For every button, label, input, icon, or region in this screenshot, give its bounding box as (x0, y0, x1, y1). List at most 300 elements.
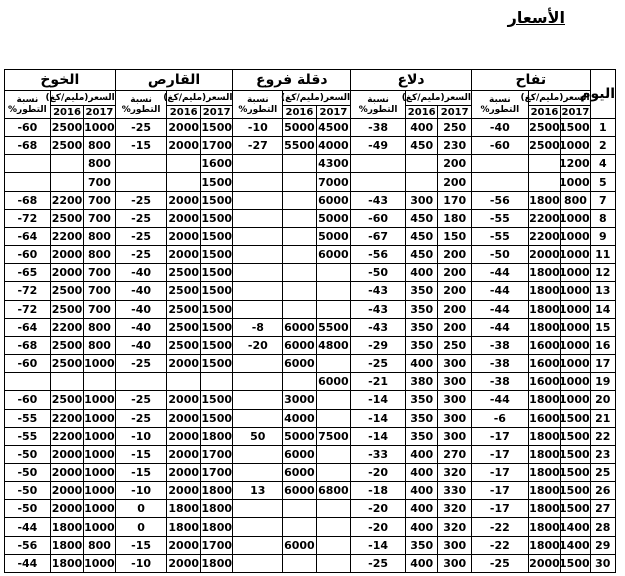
pct-change-apple: 22- (471, 536, 528, 554)
price-2017-apple: 800 (561, 191, 590, 209)
pct-change-apple: 17- (471, 463, 528, 481)
day-cell: 1 (590, 119, 615, 137)
pct-change-dates (233, 500, 283, 518)
price-2016-apple: 2000 (528, 246, 560, 264)
price-2017-dates (316, 500, 351, 518)
price-2016-lemon: 2500 (167, 282, 200, 300)
price-2017-peach: 1000 (84, 445, 115, 463)
table-row (5, 500, 616, 518)
pct-change-dates (233, 173, 283, 191)
price-2017-peach: 700 (84, 209, 115, 227)
pct-change-watermelon: 20- (351, 463, 406, 481)
price-2016-peach: 2000 (50, 482, 83, 500)
price-2017-apple: 1500 (561, 500, 590, 518)
pct-header-peach (5, 91, 51, 119)
price-2017-dates: 7500 (316, 427, 351, 445)
price-2017-dates: 4000 (316, 137, 351, 155)
price-2016-lemon: 2000 (167, 427, 200, 445)
fruit-header-watermelon: دلاع (351, 70, 472, 91)
price-2016-peach: 2500 (50, 355, 83, 373)
pct-change-apple: 38- (471, 355, 528, 373)
price-2017-watermelon: 200 (438, 173, 471, 191)
pct-change-peach: 44- (5, 518, 51, 536)
price-2016-watermelon: 350 (405, 409, 437, 427)
pct-change-lemon: 10- (115, 427, 167, 445)
day-cell: 29 (590, 536, 615, 554)
year-2016-header-apple: 2016 (528, 106, 560, 119)
price-2017-lemon: 1800 (200, 427, 232, 445)
price-2016-lemon: 2500 (167, 318, 200, 336)
pct-change-lemon: 40- (115, 264, 167, 282)
pct-change-apple: 55- (471, 209, 528, 227)
pct-change-apple: 38- (471, 336, 528, 354)
table-row (5, 536, 616, 554)
table-row (5, 227, 616, 245)
pct-change-apple: 60- (471, 137, 528, 155)
pct-change-peach: 68- (5, 137, 51, 155)
year-2017-header-lemon: 2017 (200, 106, 232, 119)
pct-change-peach: 55- (5, 409, 51, 427)
pct-change-apple: 50- (471, 246, 528, 264)
pct-change-watermelon: 29- (351, 336, 406, 354)
pct-change-apple: 38- (471, 373, 528, 391)
price-2017-peach: 1000 (84, 391, 115, 409)
price-2016-apple: 1800 (528, 391, 560, 409)
pct-header-line2: التطور% (238, 104, 278, 115)
pct-change-peach: 72- (5, 209, 51, 227)
pct-change-watermelon: 18- (351, 482, 406, 500)
price-2016-peach (50, 155, 83, 173)
price-2017-peach: 700 (84, 282, 115, 300)
pct-change-lemon (115, 155, 167, 173)
fruit-header-apple: تفاح (471, 70, 590, 91)
price-2017-apple: 1000 (561, 391, 590, 409)
price-2017-lemon: 1800 (200, 518, 232, 536)
pct-change-watermelon: 25- (351, 355, 406, 373)
price-2016-dates (283, 282, 316, 300)
pct-change-lemon: 15- (115, 445, 167, 463)
price-2016-lemon: 2000 (167, 554, 200, 572)
pct-change-peach (5, 173, 51, 191)
table-row (5, 119, 616, 137)
price-2017-apple: 1400 (561, 536, 590, 554)
price-2017-peach: 700 (84, 300, 115, 318)
price-2017-apple: 1500 (561, 427, 590, 445)
fruit-header-dates: دقلة فروع (233, 70, 351, 91)
price-2016-dates (283, 500, 316, 518)
pct-change-lemon: 10- (115, 482, 167, 500)
price-2016-watermelon: 350 (405, 318, 437, 336)
price-2016-apple: 1600 (528, 336, 560, 354)
price-2017-apple: 1200 (561, 155, 590, 173)
price-2017-lemon: 1500 (200, 209, 232, 227)
price-2016-apple: 2500 (528, 119, 560, 137)
pct-change-peach: 56- (5, 536, 51, 554)
pct-change-peach: 72- (5, 282, 51, 300)
pct-change-lemon: 40- (115, 336, 167, 354)
pct-change-apple: 25- (471, 554, 528, 572)
pct-change-watermelon: 56- (351, 246, 406, 264)
price-2017-dates: 7000 (316, 173, 351, 191)
price-2016-lemon: 2000 (167, 445, 200, 463)
price-2016-apple: 1800 (528, 427, 560, 445)
table-body (5, 119, 616, 573)
price-2016-dates: 6000 (283, 355, 316, 373)
pct-change-lemon: 25- (115, 246, 167, 264)
price-2016-watermelon (405, 173, 437, 191)
price-2017-lemon: 1500 (200, 282, 232, 300)
price-2017-lemon: 1700 (200, 137, 232, 155)
price-2017-peach: 1000 (84, 554, 115, 572)
price-2016-dates (283, 264, 316, 282)
price-2017-apple: 1500 (561, 463, 590, 481)
pct-change-lemon: 25- (115, 119, 167, 137)
table-row (5, 409, 616, 427)
pct-change-peach: 50- (5, 500, 51, 518)
price-2017-peach: 800 (84, 227, 115, 245)
price-2016-peach: 2000 (50, 264, 83, 282)
pct-header-line2: التطور% (121, 104, 161, 115)
price-2017-apple: 1500 (561, 554, 590, 572)
table-row (5, 482, 616, 500)
day-cell: 19 (590, 373, 615, 391)
day-cell: 21 (590, 409, 615, 427)
price-2017-lemon: 1700 (200, 445, 232, 463)
price-2017-dates: 5000 (316, 209, 351, 227)
day-cell: 13 (590, 282, 615, 300)
pct-change-watermelon: 14- (351, 409, 406, 427)
pct-change-lemon: 25- (115, 391, 167, 409)
price-2017-watermelon: 170 (438, 191, 471, 209)
price-2017-apple: 1000 (561, 336, 590, 354)
price-2017-apple: 1000 (561, 318, 590, 336)
year-2017-header-dates: 2017 (316, 106, 351, 119)
price-2016-apple: 1800 (528, 318, 560, 336)
pct-change-apple: 22- (471, 518, 528, 536)
price-2017-peach: 800 (84, 246, 115, 264)
price-2016-lemon: 2000 (167, 191, 200, 209)
pct-header-line2: التطور% (480, 104, 520, 115)
pct-change-watermelon: 25- (351, 554, 406, 572)
pct-change-dates (233, 264, 283, 282)
price-2016-peach: 2500 (50, 137, 83, 155)
pct-change-apple: 6- (471, 409, 528, 427)
price-2016-dates: 6000 (283, 482, 316, 500)
price-2017-watermelon: 180 (438, 209, 471, 227)
pct-change-apple: 17- (471, 482, 528, 500)
pct-change-apple: 40- (471, 119, 528, 137)
price-2016-dates: 6000 (283, 536, 316, 554)
price-2017-watermelon: 300 (438, 536, 471, 554)
pct-change-lemon: 15- (115, 536, 167, 554)
price-2017-watermelon: 320 (438, 518, 471, 536)
price-2016-apple: 1600 (528, 355, 560, 373)
table-row (5, 336, 616, 354)
day-cell: 9 (590, 227, 615, 245)
price-2016-dates: 3000 (283, 391, 316, 409)
price-2016-dates: 4000 (283, 409, 316, 427)
table-row (5, 282, 616, 300)
price-2017-apple: 1500 (561, 445, 590, 463)
price-2016-peach: 2000 (50, 246, 83, 264)
price-2017-apple: 1500 (561, 482, 590, 500)
price-2016-apple: 1600 (528, 409, 560, 427)
price-2017-peach: 1000 (84, 409, 115, 427)
price-2017-dates: 6800 (316, 482, 351, 500)
price-2017-dates: 6000 (316, 373, 351, 391)
pct-header-lemon (115, 91, 167, 119)
price-2016-lemon (167, 173, 200, 191)
price-2017-dates: 5500 (316, 318, 351, 336)
price-2016-dates (283, 173, 316, 191)
price-2017-watermelon: 150 (438, 227, 471, 245)
price-2017-lemon: 1700 (200, 463, 232, 481)
pct-change-watermelon: 14- (351, 391, 406, 409)
price-2017-dates (316, 355, 351, 373)
price-2017-apple: 1000 (561, 137, 590, 155)
price-2016-watermelon: 300 (405, 191, 437, 209)
price-2017-watermelon: 200 (438, 155, 471, 173)
price-2016-peach: 1800 (50, 536, 83, 554)
pct-change-peach: 50- (5, 463, 51, 481)
price-2016-lemon: 2000 (167, 463, 200, 481)
pct-change-lemon: 25- (115, 191, 167, 209)
price-2017-dates: 4300 (316, 155, 351, 173)
day-cell: 20 (590, 391, 615, 409)
day-cell: 2 (590, 137, 615, 155)
year-2016-header-lemon: 2016 (167, 106, 200, 119)
pct-change-watermelon: 49- (351, 137, 406, 155)
price-header-apple: السعر(مليم/كغ) (528, 91, 590, 106)
day-cell: 25 (590, 463, 615, 481)
price-2017-dates: 5000 (316, 227, 351, 245)
pct-change-apple (471, 155, 528, 173)
price-2016-watermelon: 400 (405, 500, 437, 518)
pct-change-peach: 65- (5, 264, 51, 282)
day-cell: 8 (590, 209, 615, 227)
price-2016-peach: 2500 (50, 119, 83, 137)
price-2017-apple: 1400 (561, 518, 590, 536)
price-2016-dates: 6000 (283, 445, 316, 463)
pct-change-watermelon: 50- (351, 264, 406, 282)
pct-header-line1: نسبة (16, 94, 39, 105)
price-2016-lemon (167, 373, 200, 391)
pct-change-dates: 27- (233, 137, 283, 155)
price-2016-watermelon (405, 155, 437, 173)
price-2016-apple: 2200 (528, 227, 560, 245)
price-2017-dates (316, 282, 351, 300)
table-row (5, 463, 616, 481)
table-row (5, 518, 616, 536)
price-2016-apple: 2000 (528, 554, 560, 572)
pct-change-dates (233, 518, 283, 536)
year-2016-header-watermelon: 2016 (405, 106, 437, 119)
day-cell: 26 (590, 482, 615, 500)
fruit-header-peach: الخوخ (5, 70, 116, 91)
year-2016-header-dates: 2016 (283, 106, 316, 119)
table-row (5, 391, 616, 409)
pct-change-watermelon: 43- (351, 191, 406, 209)
pct-change-apple: 44- (471, 300, 528, 318)
day-cell: 22 (590, 427, 615, 445)
price-2016-apple: 1800 (528, 500, 560, 518)
price-2017-dates (316, 409, 351, 427)
price-2016-watermelon: 400 (405, 463, 437, 481)
price-2017-lemon: 1800 (200, 482, 232, 500)
price-2017-lemon: 1500 (200, 246, 232, 264)
price-2016-dates: 5000 (283, 427, 316, 445)
pct-change-peach: 68- (5, 191, 51, 209)
price-2017-apple: 1500 (561, 409, 590, 427)
price-2017-lemon: 1700 (200, 536, 232, 554)
price-2016-watermelon: 400 (405, 264, 437, 282)
year-2017-header-apple: 2017 (561, 106, 590, 118)
price-2016-apple: 1800 (528, 191, 560, 209)
price-2016-peach (50, 173, 83, 191)
pct-header-watermelon (351, 91, 406, 119)
pct-change-peach: 55- (5, 427, 51, 445)
price-2017-apple: 1000 (561, 355, 590, 373)
pct-change-dates: 50 (233, 427, 283, 445)
pct-change-lemon: 10- (115, 554, 167, 572)
pct-change-peach: 60- (5, 246, 51, 264)
price-2016-dates (283, 155, 316, 173)
price-2016-dates: 6000 (283, 463, 316, 481)
price-2016-lemon: 2000 (167, 355, 200, 373)
price-2016-peach: 2500 (50, 300, 83, 318)
pct-change-dates (233, 191, 283, 209)
price-2016-apple: 1800 (528, 536, 560, 554)
price-2017-apple: 1000 (561, 209, 590, 227)
price-2016-apple: 1800 (528, 482, 560, 500)
price-2017-watermelon: 250 (438, 119, 471, 137)
pct-change-watermelon: 67- (351, 227, 406, 245)
price-2016-dates: 5000 (283, 119, 316, 137)
price-2016-peach: 2000 (50, 445, 83, 463)
year-2017-header-watermelon: 2017 (438, 106, 471, 119)
price-2017-lemon: 1500 (200, 227, 232, 245)
pct-change-dates (233, 391, 283, 409)
price-2016-dates: 5500 (283, 137, 316, 155)
price-2017-peach: 1000 (84, 119, 115, 137)
table-row (5, 264, 616, 282)
price-2017-watermelon: 330 (438, 482, 471, 500)
table-row (5, 445, 616, 463)
table-row (5, 137, 616, 155)
day-column-header: اليوم (590, 70, 615, 119)
price-2016-lemon: 2000 (167, 391, 200, 409)
table-row (5, 155, 616, 173)
price-2017-dates (316, 518, 351, 536)
day-cell: 5 (590, 173, 615, 191)
price-2016-watermelon: 350 (405, 536, 437, 554)
price-2016-watermelon: 400 (405, 119, 437, 137)
pct-change-peach: 72- (5, 300, 51, 318)
day-cell: 15 (590, 318, 615, 336)
table-row (5, 209, 616, 227)
fruit-header-lemon: القارص (115, 70, 233, 91)
pct-change-apple: 44- (471, 282, 528, 300)
pct-change-watermelon (351, 155, 406, 173)
price-2016-peach: 2000 (50, 500, 83, 518)
price-2016-lemon: 2500 (167, 264, 200, 282)
price-2016-peach: 2500 (50, 336, 83, 354)
price-2017-peach: 700 (84, 264, 115, 282)
price-header-dates: السعر(مليم/كغ) (283, 91, 351, 106)
pct-change-watermelon: 43- (351, 318, 406, 336)
price-2017-lemon: 1500 (200, 119, 232, 137)
price-2016-watermelon: 350 (405, 427, 437, 445)
day-cell: 12 (590, 264, 615, 282)
pct-change-lemon: 15- (115, 463, 167, 481)
year-2017-header-peach: 2017 (85, 106, 114, 118)
price-2017-lemon: 1500 (200, 173, 232, 191)
price-2017-peach: 800 (84, 318, 115, 336)
pct-change-dates (233, 227, 283, 245)
pct-change-watermelon: 33- (351, 445, 406, 463)
price-2017-dates (316, 536, 351, 554)
price-2016-peach: 2200 (50, 409, 83, 427)
pct-change-apple: 44- (471, 391, 528, 409)
price-2017-apple: 1000 (561, 246, 590, 264)
pct-change-peach: 50- (5, 482, 51, 500)
table-row (5, 373, 616, 391)
pct-header-line1: نسبة (489, 94, 511, 105)
price-2017-apple: 1000 (561, 300, 590, 318)
price-2017-watermelon: 200 (438, 246, 471, 264)
price-2017-dates: 6000 (316, 191, 351, 209)
pct-change-peach: 60- (5, 119, 51, 137)
pct-change-watermelon: 20- (351, 518, 406, 536)
price-2017-watermelon: 200 (438, 318, 471, 336)
price-2017-peach: 800 (84, 336, 115, 354)
pct-header-line2: التطور% (358, 104, 398, 115)
pct-change-apple (471, 173, 528, 191)
price-header-lemon: السعر(مليم/كغ) (167, 91, 233, 106)
price-2017-lemon: 1800 (200, 554, 232, 572)
price-2016-dates (283, 373, 316, 391)
pct-header-line2: التطور% (8, 104, 47, 115)
price-2016-peach: 2500 (50, 391, 83, 409)
price-2016-watermelon: 380 (405, 373, 437, 391)
price-2017-peach: 1000 (84, 518, 115, 536)
pct-change-peach (5, 155, 51, 173)
table-row (5, 427, 616, 445)
price-2017-watermelon: 200 (438, 300, 471, 318)
pct-change-peach: 60- (5, 355, 51, 373)
pct-change-dates (233, 536, 283, 554)
day-cell: 23 (590, 445, 615, 463)
pct-change-dates (233, 300, 283, 318)
day-cell: 27 (590, 500, 615, 518)
table-row (5, 173, 616, 191)
price-2017-peach: 800 (84, 137, 115, 155)
pct-change-dates: 10- (233, 119, 283, 137)
day-cell: 28 (590, 518, 615, 536)
price-2017-dates (316, 264, 351, 282)
table-header (5, 70, 616, 119)
prices-table (4, 69, 616, 573)
price-2016-lemon: 2000 (167, 409, 200, 427)
price-2017-peach: 1000 (84, 355, 115, 373)
pct-change-lemon: 25- (115, 209, 167, 227)
pct-change-peach: 68- (5, 336, 51, 354)
price-2017-apple: 1000 (561, 173, 590, 191)
pct-change-dates (233, 409, 283, 427)
pct-change-apple: 17- (471, 500, 528, 518)
price-2016-peach: 2200 (50, 227, 83, 245)
price-2016-dates (283, 227, 316, 245)
